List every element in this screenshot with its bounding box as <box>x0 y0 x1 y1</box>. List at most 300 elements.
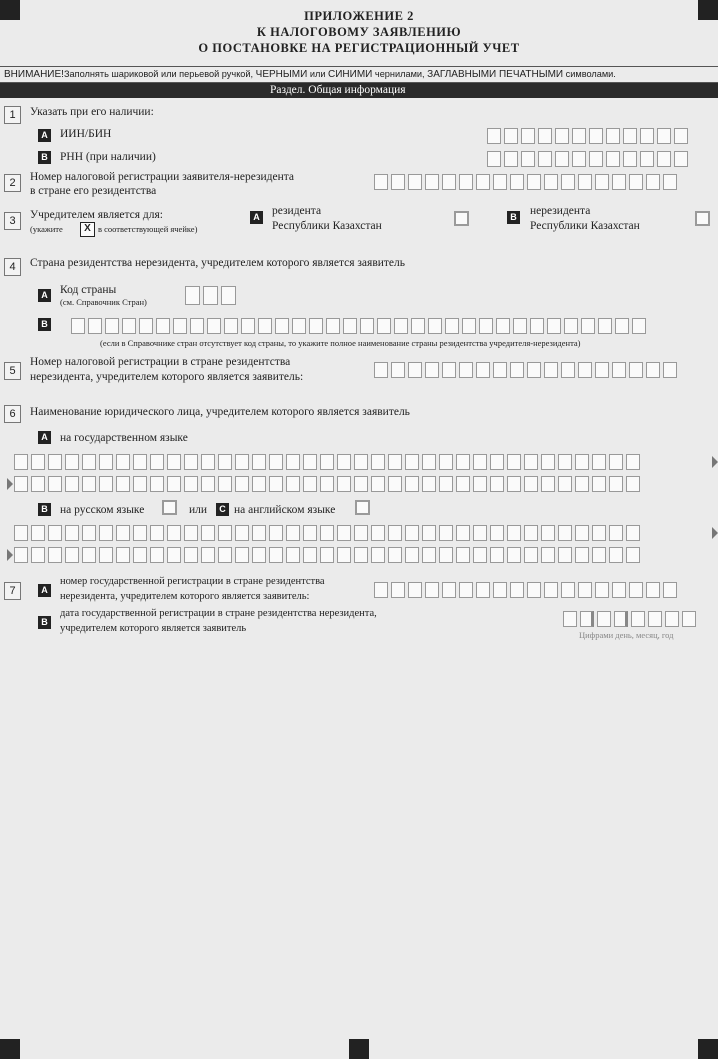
input-cell[interactable] <box>292 318 306 334</box>
input-cell[interactable] <box>354 525 368 541</box>
input-cell[interactable] <box>201 525 215 541</box>
input-cell[interactable] <box>14 454 28 470</box>
input-cell[interactable] <box>473 547 487 563</box>
input-cell[interactable] <box>609 547 623 563</box>
input-cell[interactable] <box>105 318 119 334</box>
input-cell[interactable] <box>595 362 609 378</box>
input-cell[interactable] <box>14 547 28 563</box>
input-cell[interactable] <box>609 525 623 541</box>
input-cell[interactable] <box>258 318 272 334</box>
input-cell[interactable] <box>674 128 688 144</box>
input-cell[interactable] <box>507 525 521 541</box>
input-cell[interactable] <box>326 318 340 334</box>
input-cell[interactable] <box>184 476 198 492</box>
input-cell[interactable] <box>388 525 402 541</box>
input-cell[interactable] <box>360 318 374 334</box>
input-cell[interactable] <box>507 454 521 470</box>
input-cell[interactable] <box>507 547 521 563</box>
name-state-language-row-1[interactable] <box>14 454 640 470</box>
input-cell[interactable] <box>116 525 130 541</box>
input-cell[interactable] <box>309 318 323 334</box>
input-cell[interactable] <box>82 454 96 470</box>
input-cell[interactable] <box>388 547 402 563</box>
input-cell[interactable] <box>31 476 45 492</box>
letter-a-badge: A <box>38 129 51 142</box>
input-cell[interactable] <box>218 547 232 563</box>
input-cell[interactable] <box>184 525 198 541</box>
input-cell[interactable] <box>487 128 501 144</box>
country-code-hint: (см. Справочник Стран) <box>60 297 147 307</box>
input-cell[interactable] <box>612 582 626 598</box>
input-cell[interactable] <box>575 547 589 563</box>
input-cell[interactable] <box>241 318 255 334</box>
input-cell[interactable] <box>269 525 283 541</box>
input-cell[interactable] <box>592 476 606 492</box>
input-cell[interactable] <box>612 174 626 190</box>
input-cell[interactable] <box>578 582 592 598</box>
input-cell[interactable] <box>71 318 85 334</box>
input-cell[interactable] <box>337 525 351 541</box>
input-cell[interactable] <box>493 174 507 190</box>
continue-arrow-icon <box>7 549 13 561</box>
input-cell[interactable] <box>439 525 453 541</box>
input-cell[interactable] <box>31 547 45 563</box>
input-cell[interactable] <box>561 582 575 598</box>
appendix-subtitle-2: О ПОСТАНОВКЕ НА РЕГИСТРАЦИОННЫЙ УЧЕТ <box>198 41 520 55</box>
input-cell[interactable] <box>269 476 283 492</box>
input-cell[interactable] <box>674 151 688 167</box>
input-cell[interactable] <box>286 525 300 541</box>
input-cell[interactable] <box>524 454 538 470</box>
input-cell[interactable] <box>563 611 577 627</box>
input-cell[interactable] <box>575 525 589 541</box>
input-cell[interactable] <box>663 362 677 378</box>
input-cell[interactable] <box>116 476 130 492</box>
input-cell[interactable] <box>394 318 408 334</box>
input-cell[interactable] <box>337 454 351 470</box>
state-reg-date-input[interactable] <box>563 611 696 627</box>
warning-text: ВНИМАНИЕ!Заполнять шариковой или перьевой ручкой, ЧЕРНЫМИ или СИНИМИ чернилами, ЗАГЛАВНЫМИ ПЕЧАТНЫМИ символами. <box>4 69 616 80</box>
input-cell[interactable] <box>623 128 637 144</box>
input-cell[interactable] <box>476 362 490 378</box>
input-cell[interactable] <box>167 476 181 492</box>
input-cell[interactable] <box>122 318 136 334</box>
input-cell[interactable] <box>65 525 79 541</box>
input-cell[interactable] <box>558 476 572 492</box>
input-cell[interactable] <box>547 318 561 334</box>
input-cell[interactable] <box>252 454 266 470</box>
input-cell[interactable] <box>555 151 569 167</box>
name-state-language-row-2[interactable] <box>14 476 640 492</box>
input-cell[interactable] <box>578 174 592 190</box>
input-cell[interactable] <box>527 174 541 190</box>
input-cell[interactable] <box>133 454 147 470</box>
input-cell[interactable] <box>476 582 490 598</box>
rnn-input[interactable] <box>487 151 688 167</box>
input-cell[interactable] <box>252 525 266 541</box>
input-cell[interactable] <box>521 128 535 144</box>
input-cell[interactable] <box>48 525 62 541</box>
input-cell[interactable] <box>269 547 283 563</box>
rnn-label: РНН (при наличии) <box>60 151 156 163</box>
input-cell[interactable] <box>640 151 654 167</box>
input-cell[interactable] <box>473 525 487 541</box>
input-cell[interactable] <box>558 547 572 563</box>
input-cell[interactable] <box>456 525 470 541</box>
input-cell[interactable] <box>555 128 569 144</box>
input-cell[interactable] <box>156 318 170 334</box>
input-cell[interactable] <box>31 525 45 541</box>
input-cell[interactable] <box>629 582 643 598</box>
input-cell[interactable] <box>184 547 198 563</box>
input-cell[interactable] <box>592 547 606 563</box>
input-cell[interactable] <box>48 454 62 470</box>
resident-label-line1: резидента <box>272 205 322 217</box>
input-cell[interactable] <box>558 525 572 541</box>
input-cell[interactable] <box>456 454 470 470</box>
input-cell[interactable] <box>99 525 113 541</box>
input-cell[interactable] <box>510 362 524 378</box>
input-cell[interactable] <box>646 362 660 378</box>
input-cell[interactable] <box>524 525 538 541</box>
input-cell[interactable] <box>575 476 589 492</box>
russian-language-checkbox[interactable] <box>162 500 177 515</box>
input-cell[interactable] <box>578 362 592 378</box>
input-cell[interactable] <box>609 454 623 470</box>
input-cell[interactable] <box>632 318 646 334</box>
input-cell[interactable] <box>510 582 524 598</box>
input-cell[interactable] <box>663 582 677 598</box>
input-cell[interactable] <box>303 547 317 563</box>
input-cell[interactable] <box>493 362 507 378</box>
input-cell[interactable] <box>371 454 385 470</box>
input-cell[interactable] <box>592 454 606 470</box>
input-cell[interactable] <box>646 582 660 598</box>
input-cell[interactable] <box>269 454 283 470</box>
input-cell[interactable] <box>595 582 609 598</box>
input-cell[interactable] <box>580 611 594 627</box>
input-cell[interactable] <box>411 318 425 334</box>
input-cell[interactable] <box>626 454 640 470</box>
input-cell[interactable] <box>572 151 586 167</box>
input-cell[interactable] <box>473 454 487 470</box>
input-cell[interactable] <box>167 525 181 541</box>
input-cell[interactable] <box>235 476 249 492</box>
input-cell[interactable] <box>150 525 164 541</box>
input-cell[interactable] <box>252 547 266 563</box>
input-cell[interactable] <box>203 286 218 305</box>
input-cell[interactable] <box>65 454 79 470</box>
input-cell[interactable] <box>490 454 504 470</box>
input-cell[interactable] <box>303 454 317 470</box>
country-name-input[interactable] <box>71 318 646 334</box>
input-cell[interactable] <box>665 611 679 627</box>
input-cell[interactable] <box>374 174 388 190</box>
input-cell[interactable] <box>589 151 603 167</box>
input-cell[interactable] <box>530 318 544 334</box>
input-cell[interactable] <box>224 318 238 334</box>
input-cell[interactable] <box>408 582 422 598</box>
input-cell[interactable] <box>510 174 524 190</box>
input-cell[interactable] <box>201 547 215 563</box>
input-cell[interactable] <box>527 582 541 598</box>
input-cell[interactable] <box>405 547 419 563</box>
input-cell[interactable] <box>527 362 541 378</box>
input-cell[interactable] <box>615 318 629 334</box>
input-cell[interactable] <box>173 318 187 334</box>
input-cell[interactable] <box>490 547 504 563</box>
tax-registration-number-input[interactable] <box>374 174 677 190</box>
input-cell[interactable] <box>185 286 200 305</box>
input-cell[interactable] <box>425 174 439 190</box>
input-cell[interactable] <box>201 476 215 492</box>
input-cell[interactable] <box>391 174 405 190</box>
input-cell[interactable] <box>405 525 419 541</box>
input-cell[interactable] <box>133 476 147 492</box>
input-cell[interactable] <box>218 454 232 470</box>
input-cell[interactable] <box>544 174 558 190</box>
input-cell[interactable] <box>150 454 164 470</box>
input-cell[interactable] <box>391 582 405 598</box>
input-cell[interactable] <box>597 611 611 627</box>
state-reg-number-input[interactable] <box>374 582 677 598</box>
input-cell[interactable] <box>541 547 555 563</box>
input-cell[interactable] <box>504 151 518 167</box>
name-russian-english-row-2[interactable] <box>14 547 640 563</box>
input-cell[interactable] <box>459 174 473 190</box>
letter-a-badge: A <box>38 431 51 444</box>
input-cell[interactable] <box>286 476 300 492</box>
state-reg-date-label-line1: дата государственной регистрации в стране резидентства нерезидента, <box>60 608 377 619</box>
input-cell[interactable] <box>374 362 388 378</box>
input-cell[interactable] <box>31 454 45 470</box>
input-cell[interactable] <box>490 476 504 492</box>
input-cell[interactable] <box>626 476 640 492</box>
input-cell[interactable] <box>538 151 552 167</box>
input-cell[interactable] <box>275 318 289 334</box>
input-cell[interactable] <box>648 611 662 627</box>
input-cell[interactable] <box>150 547 164 563</box>
input-cell[interactable] <box>82 547 96 563</box>
input-cell[interactable] <box>422 547 436 563</box>
input-cell[interactable] <box>235 547 249 563</box>
iin-bin-input[interactable] <box>487 128 688 144</box>
input-cell[interactable] <box>479 318 493 334</box>
input-cell[interactable] <box>459 362 473 378</box>
input-cell[interactable] <box>459 582 473 598</box>
input-cell[interactable] <box>374 582 388 598</box>
input-cell[interactable] <box>139 318 153 334</box>
input-cell[interactable] <box>354 547 368 563</box>
input-cell[interactable] <box>252 476 266 492</box>
input-cell[interactable] <box>541 476 555 492</box>
input-cell[interactable] <box>589 128 603 144</box>
input-cell[interactable] <box>592 525 606 541</box>
input-cell[interactable] <box>133 525 147 541</box>
input-cell[interactable] <box>595 174 609 190</box>
input-cell[interactable] <box>99 476 113 492</box>
input-cell[interactable] <box>354 454 368 470</box>
input-cell[interactable] <box>320 476 334 492</box>
input-cell[interactable] <box>422 525 436 541</box>
input-cell[interactable] <box>82 525 96 541</box>
input-cell[interactable] <box>218 476 232 492</box>
letter-a-badge: A <box>250 211 263 224</box>
input-cell[interactable] <box>640 128 654 144</box>
founder-tax-number-input[interactable] <box>374 362 677 378</box>
input-cell[interactable] <box>561 174 575 190</box>
input-cell[interactable] <box>439 547 453 563</box>
input-cell[interactable] <box>422 454 436 470</box>
input-cell[interactable] <box>286 547 300 563</box>
input-cell[interactable] <box>428 318 442 334</box>
input-cell[interactable] <box>303 476 317 492</box>
input-cell[interactable] <box>663 174 677 190</box>
input-cell[interactable] <box>167 547 181 563</box>
corner-mark-bottom-center <box>349 1039 369 1059</box>
input-cell[interactable] <box>544 362 558 378</box>
input-cell[interactable] <box>65 547 79 563</box>
input-cell[interactable] <box>371 547 385 563</box>
input-cell[interactable] <box>405 476 419 492</box>
nonresident-checkbox[interactable] <box>695 211 710 226</box>
input-cell[interactable] <box>507 476 521 492</box>
input-cell[interactable] <box>82 476 96 492</box>
input-cell[interactable] <box>614 611 628 627</box>
input-cell[interactable] <box>99 547 113 563</box>
input-cell[interactable] <box>14 525 28 541</box>
input-cell[interactable] <box>456 547 470 563</box>
input-cell[interactable] <box>48 547 62 563</box>
input-cell[interactable] <box>558 454 572 470</box>
state-reg-date-label-line2: учредителем которого является заявитель <box>60 623 247 634</box>
input-cell[interactable] <box>425 582 439 598</box>
input-cell[interactable] <box>320 454 334 470</box>
input-cell[interactable] <box>320 525 334 541</box>
input-cell[interactable] <box>388 454 402 470</box>
input-cell[interactable] <box>541 525 555 541</box>
input-cell[interactable] <box>612 362 626 378</box>
input-cell[interactable] <box>343 318 357 334</box>
input-cell[interactable] <box>490 525 504 541</box>
input-cell[interactable] <box>201 454 215 470</box>
input-cell[interactable] <box>564 318 578 334</box>
input-cell[interactable] <box>167 454 181 470</box>
input-cell[interactable] <box>456 476 470 492</box>
input-cell[interactable] <box>629 362 643 378</box>
input-cell[interactable] <box>116 454 130 470</box>
input-cell[interactable] <box>235 454 249 470</box>
input-cell[interactable] <box>235 525 249 541</box>
input-cell[interactable] <box>408 362 422 378</box>
input-cell[interactable] <box>88 318 102 334</box>
input-cell[interactable] <box>493 582 507 598</box>
input-cell[interactable] <box>405 454 419 470</box>
state-reg-number-label-line2: нерезидента, учредителем которого является заявитель: <box>60 591 310 602</box>
input-cell[interactable] <box>609 476 623 492</box>
input-cell[interactable] <box>462 318 476 334</box>
input-cell[interactable] <box>442 582 456 598</box>
input-cell[interactable] <box>286 454 300 470</box>
input-cell[interactable] <box>133 547 147 563</box>
input-cell[interactable] <box>439 476 453 492</box>
country-code-input[interactable] <box>185 286 236 305</box>
input-cell[interactable] <box>657 128 671 144</box>
input-cell[interactable] <box>629 174 643 190</box>
input-cell[interactable] <box>476 174 490 190</box>
input-cell[interactable] <box>99 454 113 470</box>
input-cell[interactable] <box>572 128 586 144</box>
input-cell[interactable] <box>575 454 589 470</box>
input-cell[interactable] <box>439 454 453 470</box>
input-cell[interactable] <box>538 128 552 144</box>
input-cell[interactable] <box>541 454 555 470</box>
input-cell[interactable] <box>320 547 334 563</box>
input-cell[interactable] <box>150 476 164 492</box>
input-cell[interactable] <box>581 318 595 334</box>
input-cell[interactable] <box>631 611 645 627</box>
input-cell[interactable] <box>657 151 671 167</box>
input-cell[interactable] <box>487 151 501 167</box>
input-cell[interactable] <box>391 362 405 378</box>
input-cell[interactable] <box>65 476 79 492</box>
input-cell[interactable] <box>544 582 558 598</box>
input-cell[interactable] <box>408 174 422 190</box>
name-russian-english-row-1[interactable] <box>14 525 640 541</box>
input-cell[interactable] <box>354 476 368 492</box>
input-cell[interactable] <box>371 476 385 492</box>
english-language-checkbox[interactable] <box>355 500 370 515</box>
input-cell[interactable] <box>371 525 385 541</box>
input-cell[interactable] <box>190 318 204 334</box>
input-cell[interactable] <box>606 128 620 144</box>
input-cell[interactable] <box>598 318 612 334</box>
input-cell[interactable] <box>626 547 640 563</box>
input-cell[interactable] <box>521 151 535 167</box>
input-cell[interactable] <box>626 525 640 541</box>
input-cell[interactable] <box>221 286 236 305</box>
input-cell[interactable] <box>116 547 130 563</box>
input-cell[interactable] <box>504 128 518 144</box>
input-cell[interactable] <box>388 476 402 492</box>
input-cell[interactable] <box>442 174 456 190</box>
input-cell[interactable] <box>207 318 221 334</box>
input-cell[interactable] <box>425 362 439 378</box>
input-cell[interactable] <box>682 611 696 627</box>
input-cell[interactable] <box>14 476 28 492</box>
input-cell[interactable] <box>473 476 487 492</box>
input-cell[interactable] <box>303 525 317 541</box>
input-cell[interactable] <box>337 547 351 563</box>
input-cell[interactable] <box>513 318 527 334</box>
input-cell[interactable] <box>337 476 351 492</box>
input-cell[interactable] <box>524 476 538 492</box>
input-cell[interactable] <box>561 362 575 378</box>
input-cell[interactable] <box>377 318 391 334</box>
input-cell[interactable] <box>496 318 510 334</box>
resident-checkbox[interactable] <box>454 211 469 226</box>
input-cell[interactable] <box>442 362 456 378</box>
input-cell[interactable] <box>623 151 637 167</box>
input-cell[interactable] <box>218 525 232 541</box>
input-cell[interactable] <box>48 476 62 492</box>
input-cell[interactable] <box>422 476 436 492</box>
input-cell[interactable] <box>445 318 459 334</box>
input-cell[interactable] <box>524 547 538 563</box>
input-cell[interactable] <box>646 174 660 190</box>
input-cell[interactable] <box>184 454 198 470</box>
input-cell[interactable] <box>606 151 620 167</box>
